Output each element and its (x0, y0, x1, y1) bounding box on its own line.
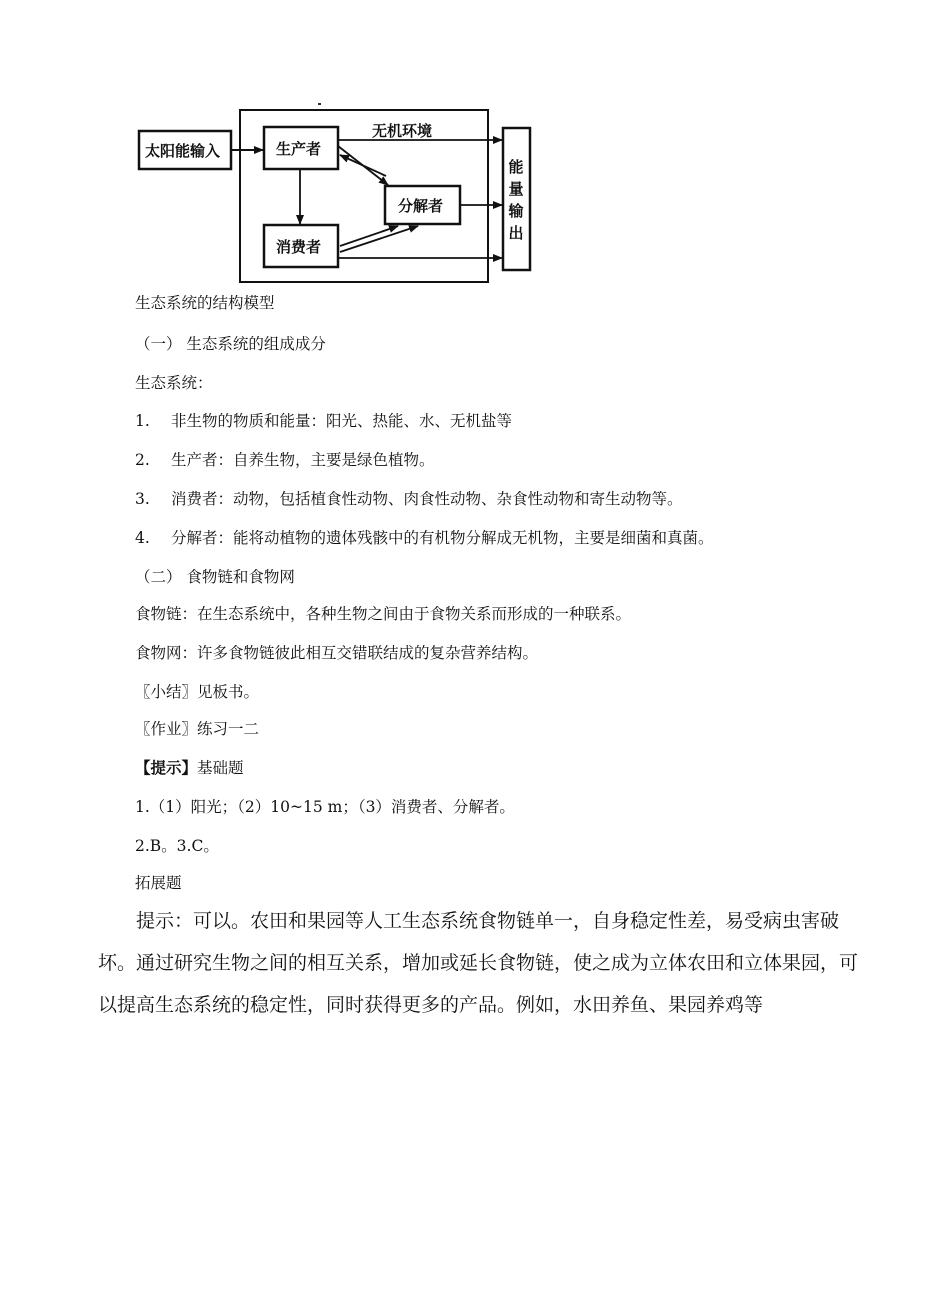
diagram-caption: 生态系统的结构模型 (135, 294, 275, 312)
hint-line (135, 758, 244, 778)
arrow-consumer-to-decomposer-2 (340, 226, 418, 252)
hint-label: 【提示】 (135, 758, 198, 777)
extension-paragraph: 提示：可以。农田和果园等人工生态系统食物链单一，自身稳定性差，易受病虫害破坏。通过研究生物之间的相互关系，增加或延长食物链，使之成为立体农田和立体果园，可以提高生态系统的稳定性，同时获得更多的产品。例如，水田养鱼、果园养鸡等 (98, 910, 859, 1016)
answer-line-2: 2.B。3.C。 (135, 837, 219, 855)
food-chain-definition: 食物链：在生态系统中，各种生物之间由于食物关系而形成的一种联系。 (135, 605, 632, 623)
hint-sub: 基础题 (197, 759, 244, 777)
list-item-text: 消费者：动物，包括植食性动物、肉食性动物、杂食性动物和寄生动物等。 (171, 490, 683, 508)
summary-line: 〖小结〗见板书。 (135, 683, 260, 701)
consumer-label: 消费者 (276, 238, 322, 256)
list-item-text: 生产者：自养生物，主要是绿色植物。 (171, 451, 435, 469)
ecosystem-structure-diagram (0, 0, 950, 290)
list-item-number: 1. (135, 412, 150, 430)
section-heading-food-chain: （二） 食物链和食物网 (135, 568, 295, 586)
list-item (135, 450, 435, 470)
decomposer-label: 分解者 (398, 197, 444, 215)
list-item-text: 分解者：能将动植物的遗体残骸中的有机物分解成无机物，主要是细菌和真菌。 (171, 529, 714, 547)
scan-mark (318, 103, 321, 105)
list-item (135, 528, 714, 548)
diagram-graphics (0, 0, 950, 290)
answer-line-1: 1.（1）阳光；（2）10~15 m；（3）消费者、分解者。 (135, 798, 515, 816)
list-item-text: 非生物的物质和能量：阳光、热能、水、无机盐等 (171, 412, 513, 430)
homework-line: 〖作业〗练习一二 (135, 720, 260, 738)
food-web-definition: 食物网：许多食物链彼此相互交错联结成的复杂营养结构。 (135, 644, 539, 662)
list-item (135, 411, 512, 431)
inorganic-env-label: 无机环境 (372, 122, 433, 140)
section-heading-components: （一） 生态系统的组成成分 (135, 335, 326, 353)
list-item-number: 4. (135, 529, 150, 547)
ecosystem-label: 生态系统： (135, 374, 213, 392)
list-item (135, 489, 683, 509)
energy-output-label: 能量输出 (508, 158, 524, 242)
producer-label: 生产者 (276, 140, 322, 158)
arrow-decomposer-to-producer (340, 155, 386, 176)
extension-heading: 拓展题 (135, 874, 182, 892)
list-item-number: 3. (135, 490, 150, 508)
solar-input-label: 太阳能输入 (145, 142, 221, 160)
list-item-number: 2. (135, 451, 150, 469)
